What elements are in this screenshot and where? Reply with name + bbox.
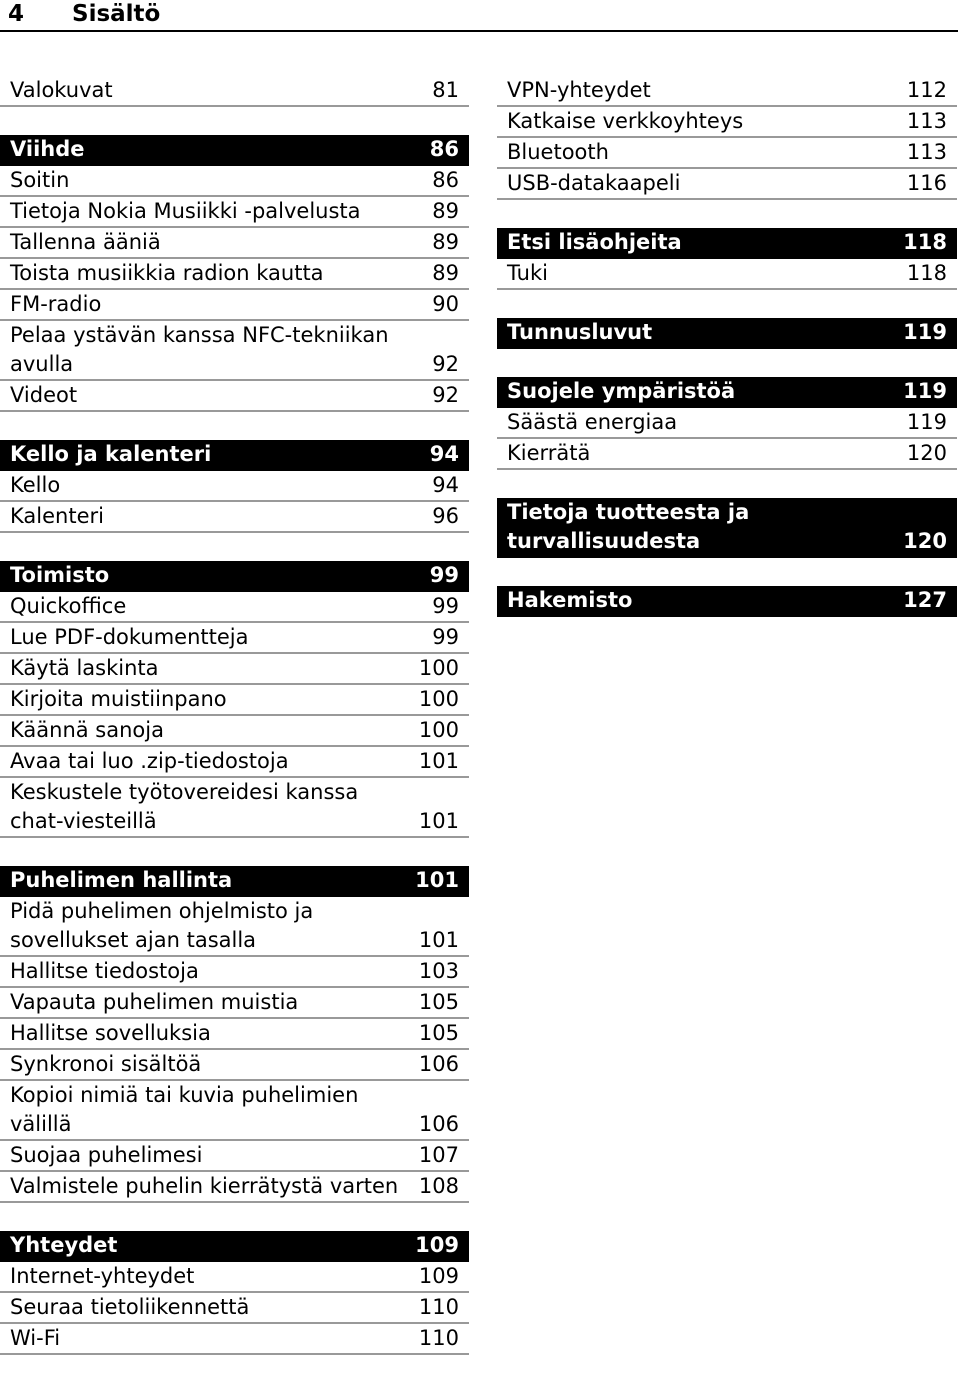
toc-entry-label: Avaa tai luo .zip-tiedostoja — [10, 749, 289, 773]
toc-entry-tuki[interactable] — [497, 259, 957, 290]
toc-section — [0, 440, 469, 533]
toc-entry-page-number: 100 — [418, 687, 459, 711]
toc-entry-vapauta-puhelimen-muistia[interactable] — [0, 988, 469, 1019]
toc-entry-label: Hallitse sovelluksia — [10, 1021, 211, 1045]
toc-section — [497, 498, 957, 558]
toc-entry-label: Etsi lisäohjeita — [507, 230, 682, 254]
toc-entry-page-number: 89 — [432, 199, 459, 223]
toc-entry-label: Puhelimen hallinta — [10, 868, 233, 892]
toc-entry-label: Säästä energiaa — [507, 410, 678, 434]
toc-entry-kierrata[interactable] — [497, 439, 957, 470]
toc-entry-internet-yhteydet[interactable] — [0, 1262, 469, 1293]
toc-entry-label: Tuki — [507, 261, 548, 285]
toc-entry-label: Käytä laskinta — [10, 656, 159, 680]
toc-entry-kirjoita-muistiinpano[interactable] — [0, 685, 469, 716]
toc-section — [0, 1231, 469, 1355]
toc-entry-fm-radio[interactable] — [0, 290, 469, 321]
toc-heading-hakemisto[interactable] — [497, 586, 957, 617]
toc-entry-label: Valokuvat — [10, 78, 113, 102]
toc-entry-hallitse-tiedostoja[interactable] — [0, 957, 469, 988]
toc-entry-synkronoi-sisaltoa[interactable] — [0, 1050, 469, 1081]
toc-entry-katkaise-verkkoyhteys[interactable] — [497, 107, 957, 138]
toc-entry-kaanna-sanoja[interactable] — [0, 716, 469, 747]
toc-entry-page-number: 127 — [903, 588, 947, 612]
toc-left-column — [0, 76, 469, 1383]
toc-section — [497, 586, 957, 617]
toc-entry-soitin[interactable] — [0, 166, 469, 197]
toc-entry-page-number: 94 — [432, 473, 459, 497]
toc-entry-vpn-yhteydet[interactable] — [497, 76, 957, 107]
toc-entry-label: Valmistele puhelin kierrätystä varten — [10, 1174, 399, 1198]
toc-heading-yhteydet[interactable] — [0, 1231, 469, 1262]
toc-entry-label: Synkronoi sisältöä — [10, 1052, 202, 1076]
toc-entry-label: Toista musiikkia radion kautta — [10, 261, 324, 285]
toc-entry-quickoffice[interactable] — [0, 592, 469, 623]
toc-entry-page-number: 119 — [903, 320, 947, 344]
toc-entry-label: Tietoja Nokia Musiikki -palvelusta — [10, 199, 361, 223]
toc-section — [497, 377, 957, 470]
toc-heading-etsi-lisaohjeita[interactable] — [497, 228, 957, 259]
toc-entry-label: Kello ja kalenteri — [10, 442, 212, 466]
toc-entry-page-number: 118 — [906, 261, 947, 285]
toc-entry-page-number: 99 — [429, 563, 459, 587]
toc-entry-label: Suojaa puhelimesi — [10, 1143, 203, 1167]
toc-entry-keskustele-tyotovereidesi-kanssa-chat-viesteilla[interactable] — [0, 778, 469, 838]
toc-entry-label: Kirjoita muistiinpano — [10, 687, 227, 711]
toc-heading-kello-ja-kalenteri[interactable] — [0, 440, 469, 471]
toc-entry-label: Seuraa tietoliikennettä — [10, 1295, 250, 1319]
toc-heading-tietoja-tuotteesta-ja-turvallisuudesta[interactable] — [497, 498, 957, 558]
toc-entry-label: Hallitse tiedostoja — [10, 959, 199, 983]
toc-entry-label: Kalenteri — [10, 504, 104, 528]
toc-entry-label: Lue PDF-dokumentteja — [10, 625, 249, 649]
page-title: Sisältö — [72, 1, 161, 27]
toc-entry-pida-puhelimen-ohjelmisto-ja-sovellukset-ajan-tasalla[interactable] — [0, 897, 469, 957]
page-header — [0, 0, 958, 32]
toc-entry-label: Bluetooth — [507, 140, 609, 164]
toc-heading-toimisto[interactable] — [0, 561, 469, 592]
toc-entry-label: Tunnusluvut — [507, 320, 653, 344]
toc-entry-label: VPN-yhteydet — [507, 78, 651, 102]
toc-section — [497, 76, 957, 200]
toc-entry-page-number: 86 — [429, 137, 459, 161]
toc-entry-page-number: 96 — [432, 504, 459, 528]
toc-entry-label: Yhteydet — [10, 1233, 118, 1257]
toc-entry-label: FM-radio — [10, 292, 102, 316]
toc-entry-label: Internet-yhteydet — [10, 1264, 195, 1288]
toc-entry-page-number: 100 — [418, 656, 459, 680]
toc-entry-page-number: 86 — [432, 168, 459, 192]
toc-section — [0, 135, 469, 412]
toc-entry-page-number: 89 — [432, 261, 459, 285]
toc-section — [0, 561, 469, 838]
toc-entry-seuraa-tietoliikennetta[interactable] — [0, 1293, 469, 1324]
toc-entry-tallenna-aania[interactable] — [0, 228, 469, 259]
toc-section — [497, 318, 957, 349]
toc-entry-page-number: 107 — [418, 1143, 459, 1167]
toc-entry-page-number: 113 — [906, 140, 947, 164]
toc-section — [497, 228, 957, 290]
toc-entry-valokuvat[interactable] — [0, 76, 469, 107]
toc-entry-valmistele-puhelin-kierratysta-varten[interactable] — [0, 1172, 469, 1203]
toc-entry-page-number: 109 — [418, 1264, 459, 1288]
toc-entry-page-number: 101 — [418, 809, 459, 833]
toc-entry-label: Toimisto — [10, 563, 110, 587]
toc-entry-page-number: 106 — [418, 1112, 459, 1136]
toc-entry-label: Tietoja tuotteesta ja turvallisuudesta — [507, 500, 750, 553]
toc-entry-page-number: 119 — [903, 379, 947, 403]
toc-section — [0, 76, 469, 107]
toc-entry-page-number: 101 — [418, 928, 459, 952]
page-number: 4 — [8, 1, 25, 27]
toc-entry-hallitse-sovelluksia[interactable] — [0, 1019, 469, 1050]
toc-entry-page-number: 120 — [903, 529, 947, 553]
toc-entry-page-number: 120 — [906, 441, 947, 465]
toc-entry-label: Videot — [10, 383, 78, 407]
toc-entry-page-number: 112 — [906, 78, 947, 102]
toc-entry-label: Suojele ympäristöä — [507, 379, 736, 403]
toc-entry-page-number: 100 — [418, 718, 459, 742]
toc-entry-page-number: 110 — [418, 1295, 459, 1319]
toc-entry-label: USB-datakaapeli — [507, 171, 681, 195]
toc-heading-suojele-ymparistoa[interactable] — [497, 377, 957, 408]
toc-entry-label: Vapauta puhelimen muistia — [10, 990, 299, 1014]
toc-entry-page-number: 92 — [432, 352, 459, 376]
toc-entry-toista-musiikkia-radion-kautta[interactable] — [0, 259, 469, 290]
toc-entry-label: Kopioi nimiä tai kuvia puhelimien välillä — [10, 1083, 359, 1136]
toc-entry-label: Tallenna ääniä — [10, 230, 161, 254]
toc-right-column — [497, 76, 957, 645]
toc-section — [0, 866, 469, 1203]
toc-entry-label: Kello — [10, 473, 61, 497]
toc-entry-page-number: 90 — [432, 292, 459, 316]
toc-entry-label: Quickoffice — [10, 594, 127, 618]
toc-entry-pelaa-ystavan-kanssa-nfc-tekniikan-avulla[interactable] — [0, 321, 469, 381]
toc-entry-lue-pdf-dokumentteja[interactable] — [0, 623, 469, 654]
toc-entry-kayta-laskinta[interactable] — [0, 654, 469, 685]
toc-entry-label: Pidä puhelimen ohjelmisto ja sovellukset ajan tasalla — [10, 899, 314, 952]
toc-entry-page-number: 105 — [418, 1021, 459, 1045]
toc-entry-label: Käännä sanoja — [10, 718, 164, 742]
toc-heading-puhelimen-hallinta[interactable] — [0, 866, 469, 897]
toc-entry-page-number: 99 — [432, 625, 459, 649]
toc-heading-tunnusluvut[interactable] — [497, 318, 957, 349]
toc-entry-saasta-energiaa[interactable] — [497, 408, 957, 439]
toc-entry-label: Hakemisto — [507, 588, 633, 612]
toc-entry-videot[interactable] — [0, 381, 469, 412]
toc-entry-avaa-tai-luo-zip-tiedostoja[interactable] — [0, 747, 469, 778]
toc-entry-label: Wi-Fi — [10, 1326, 61, 1350]
toc-entry-label: Pelaa ystävän kanssa NFC-tekniikan avulla — [10, 323, 389, 376]
toc-entry-label: Katkaise verkkoyhteys — [507, 109, 744, 133]
toc-entry-label: Keskustele työtovereidesi kanssa chat-viesteillä — [10, 780, 359, 833]
toc-entry-page-number: 89 — [432, 230, 459, 254]
toc-entry-wi-fi[interactable] — [0, 1324, 469, 1355]
toc-entry-label: Viihde — [10, 137, 85, 161]
toc-entry-page-number: 94 — [429, 442, 459, 466]
toc-entry-page-number: 101 — [418, 749, 459, 773]
toc-entry-page-number: 81 — [432, 78, 459, 102]
toc-entry-page-number: 101 — [415, 868, 459, 892]
toc-entry-page-number: 110 — [418, 1326, 459, 1350]
toc-entry-page-number: 103 — [418, 959, 459, 983]
toc-entry-page-number: 116 — [906, 171, 947, 195]
toc-entry-page-number: 118 — [903, 230, 947, 254]
toc-entry-label: Soitin — [10, 168, 70, 192]
toc-entry-kello[interactable] — [0, 471, 469, 502]
toc-entry-usb-datakaapeli[interactable] — [497, 169, 957, 200]
toc-entry-label: Kierrätä — [507, 441, 591, 465]
toc-entry-page-number: 109 — [415, 1233, 459, 1257]
toc-entry-kalenteri[interactable] — [0, 502, 469, 533]
toc-entry-suojaa-puhelimesi[interactable] — [0, 1141, 469, 1172]
toc-entry-page-number: 106 — [418, 1052, 459, 1076]
toc-entry-page-number: 113 — [906, 109, 947, 133]
toc-entry-tietoja-nokia-musiikki-palvelusta[interactable] — [0, 197, 469, 228]
toc-entry-page-number: 119 — [906, 410, 947, 434]
toc-entry-page-number: 92 — [432, 383, 459, 407]
toc-entry-kopioi-nimia-tai-kuvia-puhelimien-valilla[interactable] — [0, 1081, 469, 1141]
toc-entry-page-number: 99 — [432, 594, 459, 618]
toc-entry-bluetooth[interactable] — [497, 138, 957, 169]
toc-entry-page-number: 105 — [418, 990, 459, 1014]
toc-heading-viihde[interactable] — [0, 135, 469, 166]
toc-entry-page-number: 108 — [418, 1174, 459, 1198]
